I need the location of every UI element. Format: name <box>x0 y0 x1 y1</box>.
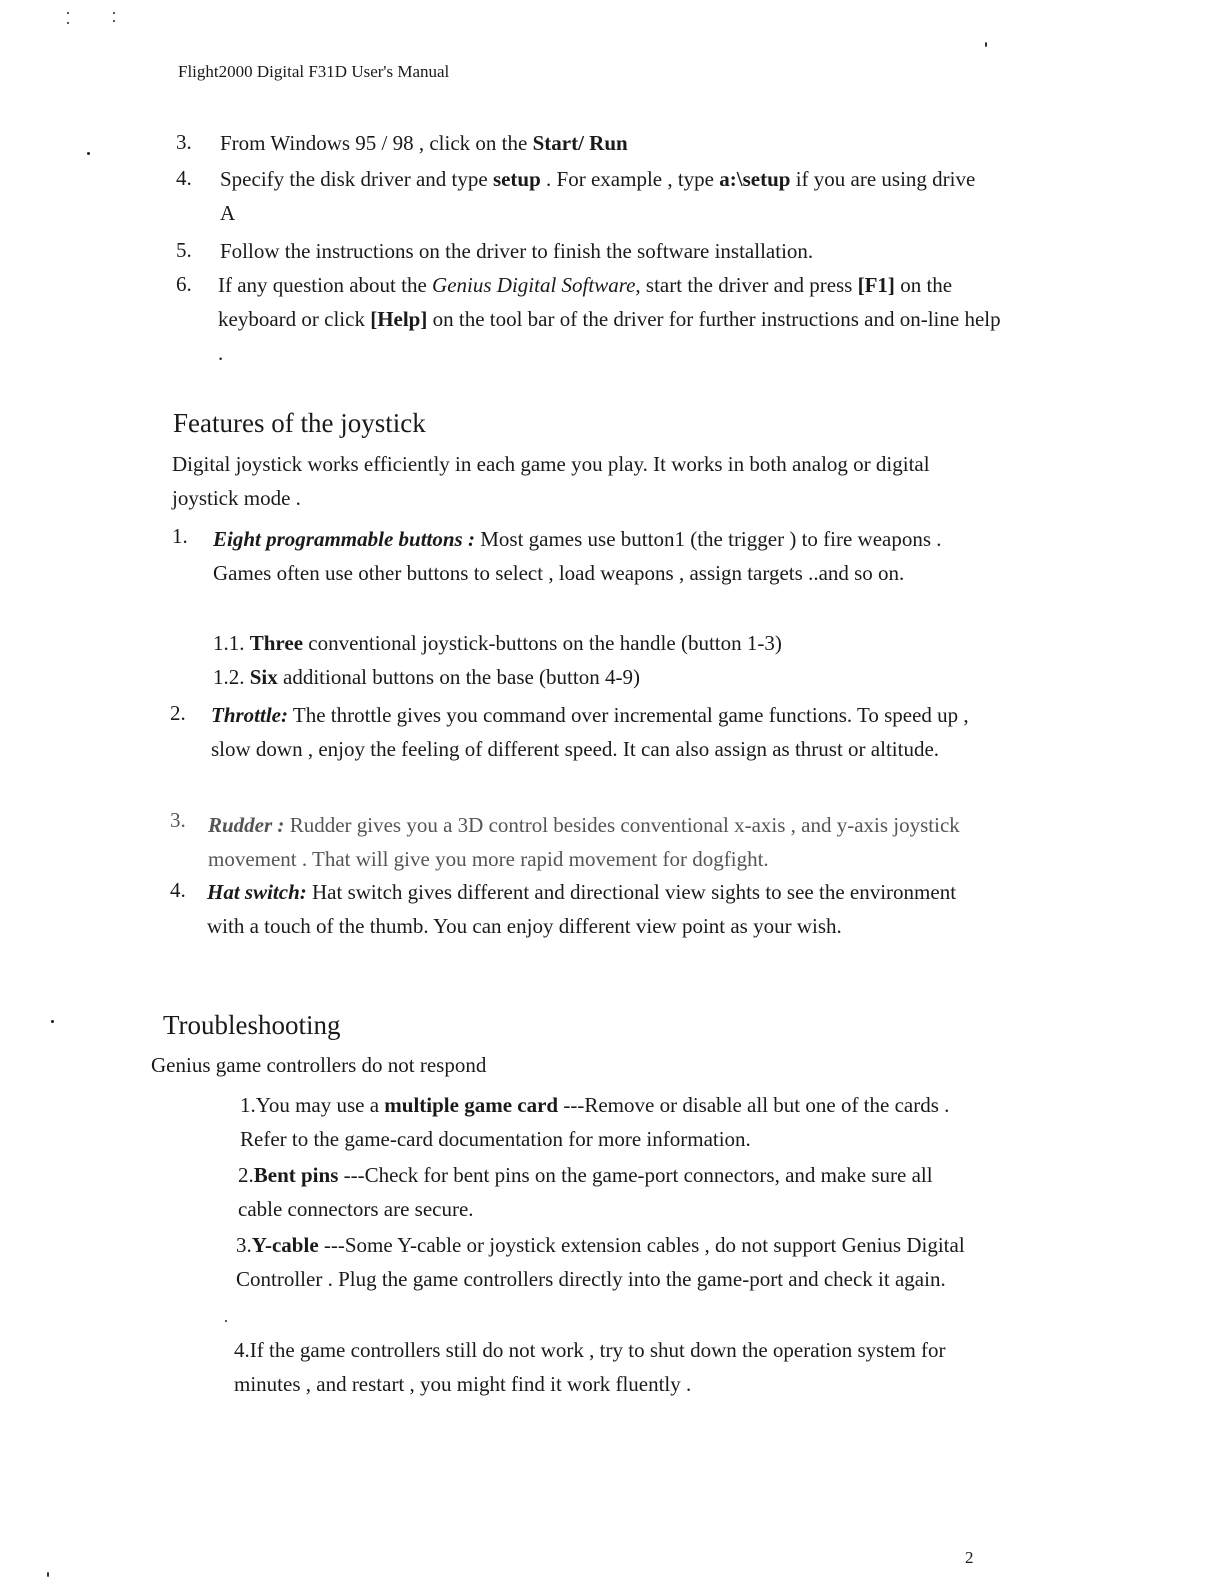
step-number: 5. <box>176 238 192 262</box>
features-heading: Features of the joystick <box>173 408 426 438</box>
scan-speck <box>51 1020 54 1023</box>
feature-text: Rudder : Rudder gives you a 3D control besides conventional x-axis , and y-axis joystick movement . That will give you more rapid movement for dogfight. <box>208 813 960 871</box>
page-number: 2 <box>965 1548 974 1567</box>
step-number: 4. <box>176 166 192 190</box>
feature-text: Hat switch: Hat switch gives different and directional view sights to see the environment with a touch of the thumb. You can enjoy different view point as your wish. <box>207 880 957 938</box>
scan-speck <box>225 1320 227 1322</box>
troubleshooting-item: 2.Bent pins ---Check for bent pins on the game-port connectors, and make sure all cable connectors are secure. <box>238 1163 933 1221</box>
step-number: 6. <box>176 272 192 296</box>
scan-speck <box>67 22 69 24</box>
feature-subitem-text: 1.2. Six additional buttons on the base (button 4-9) <box>213 665 640 689</box>
feature-number: 1. <box>172 524 188 548</box>
feature-subitem-text: 1.1. Three conventional joystick-buttons on the handle (button 1-3) <box>213 631 782 655</box>
step-text: Specify the disk driver and type setup . For example , type a:\setup if you are using drive A <box>220 167 976 225</box>
features-intro: Digital joystick works efficiently in each game you play. It works in both analog or digital joystick mode . <box>172 452 930 510</box>
step-number: 3. <box>176 130 192 154</box>
step-text: From Windows 95 / 98 , click on the Start/ Run <box>220 131 628 155</box>
scan-speck <box>113 12 115 14</box>
feature-number: 3. <box>170 808 186 832</box>
troubleshooting-heading: Troubleshooting <box>163 1010 341 1040</box>
feature-text: Throttle: The throttle gives you command over incremental game functions. To speed up , slow down , enjoy the feeling of different speed. It can also assign as thrust or altitude. <box>211 703 969 761</box>
troubleshooting-item: 1.You may use a multiple game card ---Remove or disable all but one of the cards . Refer to the game-card documentation for more information. <box>240 1093 950 1151</box>
feature-number: 2. <box>170 701 186 725</box>
troubleshooting-item: 4.If the game controllers still do not work , try to shut down the operation system for minutes , and restart , you might find it work fluently . <box>234 1338 946 1396</box>
troubleshooting-item: 3.Y-cable ---Some Y-cable or joystick extension cables , do not support Genius Digital Controller . Plug the game controllers directly into the game-port and check it again. <box>236 1233 965 1291</box>
scan-speck <box>985 42 987 47</box>
scan-speck <box>47 1572 49 1577</box>
scan-speck <box>87 152 90 155</box>
troubleshooting-subheading: Genius game controllers do not respond <box>151 1053 487 1077</box>
scan-speck <box>113 20 115 22</box>
feature-number: 4. <box>170 878 186 902</box>
step-text: If any question about the Genius Digital Software, start the driver and press [F1] on the keyboard or click [Help] on the tool bar of the driver for further instructions and on-line help . <box>218 273 1001 365</box>
page-header: Flight2000 Digital F31D User's Manual <box>178 62 450 81</box>
feature-text: Eight programmable buttons : Most games use button1 (the trigger ) to fire weapons . Games often use other buttons to select , load weapons , assign targets ..and so on. <box>213 527 942 585</box>
step-text: Follow the instructions on the driver to finish the software installation. <box>220 239 814 263</box>
scan-speck <box>67 12 69 14</box>
